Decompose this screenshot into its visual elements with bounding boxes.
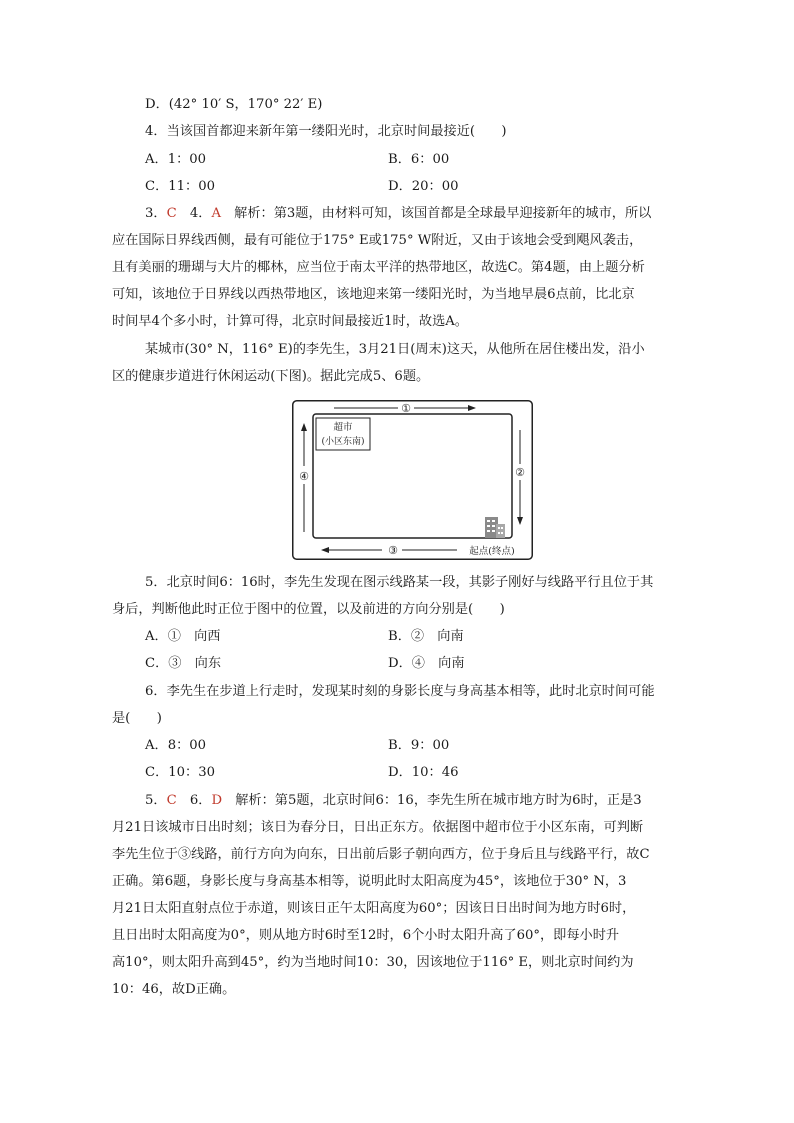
q4-option-b: B．6：00 xyxy=(388,152,450,167)
analysis-line: 10：46，故D正确。 xyxy=(112,982,236,997)
answer-3-4-line1 xyxy=(145,205,651,223)
answer-label: 6． xyxy=(176,793,212,808)
route-3-label: ③ xyxy=(388,544,398,557)
analysis-line: 月21日太阳直射点位于赤道，则该日正午太阳高度为60°；因该日日出时间为地方时6时， xyxy=(112,901,636,916)
q6-option-c: C．10：30 xyxy=(145,765,216,780)
answer-6-choice: D xyxy=(211,793,223,808)
q6-option-d: D．10：46 xyxy=(388,765,459,780)
route-1-label: ① xyxy=(401,402,411,415)
analysis-line: 正确。第6题，身影长度与身高基本相等，说明此时太阳高度为45°，该地位于30° N，3 xyxy=(112,874,627,889)
q6-stem: 6．李先生在步道上行走时，发现某时刻的身影长度与身高基本相等，此时北京时间可能 xyxy=(145,684,655,699)
answer-5-choice: C xyxy=(166,793,177,808)
q5-option-b: B．② 向南 xyxy=(388,629,464,644)
q5-option-a: A．① 向西 xyxy=(145,629,221,644)
analysis-line: 应在国际日界线西侧，最有可能位于175° E或175° W附近，又由于该地会受到飓风袭击， xyxy=(112,233,643,248)
building-icon xyxy=(485,517,505,538)
q5-stem-cont: 身后，判断他此时正位于图中的位置，以及前进的方向分别是( ) xyxy=(112,602,505,617)
answer-label: 3． xyxy=(145,206,167,221)
analysis-line: 且有美丽的珊瑚与大片的椰林，应当位于南太平洋的热带地区，故选C。第4题，由上题分析 xyxy=(112,260,645,275)
supermarket-location-label: (小区东南) xyxy=(321,437,365,447)
analysis-line: 李先生位于③线路，前行方向为向东，日出前后影子朝向西方，位于身后且与线路平行，故C xyxy=(112,847,650,862)
q6-option-b: B．9：00 xyxy=(388,738,450,753)
analysis-line: 高10°，则太阳升高到45°，约为当地时间10：30，因该地位于116° E，则北京时间约为 xyxy=(112,955,634,970)
q5-option-c: C．③ 向东 xyxy=(145,656,222,671)
answer-3-choice: C xyxy=(166,206,177,221)
route-diagram xyxy=(292,400,533,560)
start-end-label: 起点(终点) xyxy=(469,546,515,557)
q5-stem: 5．北京时间6：16时，李先生发现在图示线路某一段，其影子刚好与线路平行且位于其 xyxy=(145,575,654,590)
answer-5-6-line1 xyxy=(145,792,642,810)
q6-option-a: A．8：00 xyxy=(145,738,207,753)
q4-option-a: A．1：00 xyxy=(145,152,207,167)
q6-stem-cont: 是( ) xyxy=(112,711,162,726)
analysis-text: 解析：第3题，由材料可知，该国首都是全球最早迎接新年的城市，所以 xyxy=(220,206,652,221)
intro-line1: 某城市(30° N，116° E)的李先生，3月21日(周末)这天，从他所在居住楼出发，沿小 xyxy=(145,342,645,357)
q4-option-c: C．11：00 xyxy=(145,179,216,194)
answer-label: 5． xyxy=(145,793,167,808)
q4-stem: 4．当该国首都迎来新年第一缕阳光时，北京时间最接近( ) xyxy=(145,124,507,139)
q4-option-d: D．20：00 xyxy=(388,179,459,194)
q5-option-d: D．④ 向南 xyxy=(388,656,465,671)
intro-line2: 区的健康步道进行休闲运动(下图)。据此完成5、6题。 xyxy=(112,369,430,384)
answer-label: 4． xyxy=(176,206,212,221)
analysis-text: 解析：第5题，北京时间6：16，李先生所在城市地方时为6时，正是3 xyxy=(222,793,642,808)
route-4-label: ④ xyxy=(299,470,309,483)
route-2-label: ② xyxy=(515,466,525,479)
analysis-line: 月21日该城市日出时刻；该日为春分日，日出正东方。依据图中超市位于小区东南，可判断 xyxy=(112,820,644,835)
analysis-line: 可知，该地位于日界线以西热带地区，该地迎来第一缕阳光时，为当地早晨6点前，比北京 xyxy=(112,287,635,302)
answer-4-choice: A xyxy=(211,206,221,221)
analysis-line: 时间早4个多小时，计算可得，北京时间最接近1时，故选A。 xyxy=(112,314,468,329)
q3-option-d: D．(42° 10′ S，170° 22′ E) xyxy=(145,97,323,112)
supermarket-label: 超市 xyxy=(333,422,353,433)
analysis-line: 且日出时太阳高度为0°，则从地方时6时至12时，6个小时太阳升高了60°，即每小时升 xyxy=(112,928,620,943)
